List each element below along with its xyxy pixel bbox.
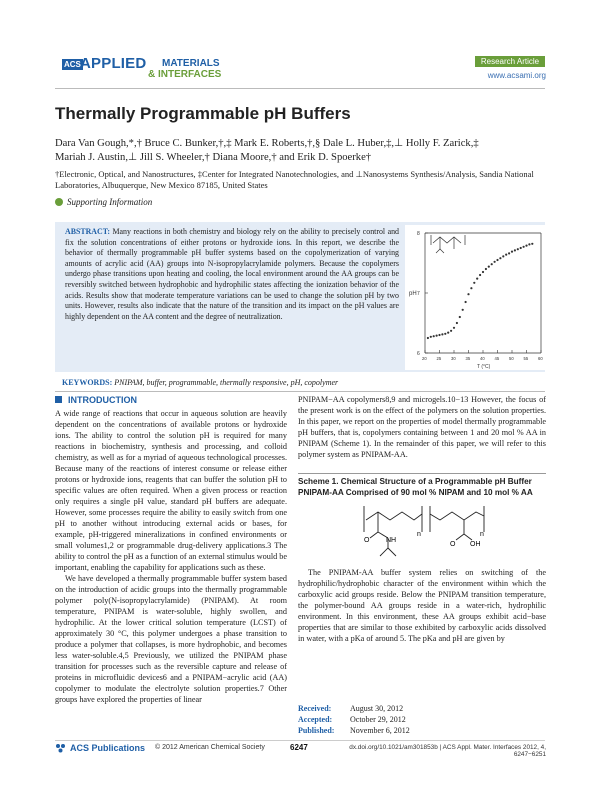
- y-axis-label: pH: [409, 291, 417, 297]
- data-point: [528, 243, 530, 245]
- x-tick-label: 30: [451, 356, 456, 361]
- data-point: [459, 316, 461, 318]
- data-point: [496, 259, 498, 261]
- data-point: [456, 322, 458, 324]
- supporting-information-link[interactable]: [55, 197, 152, 207]
- copyright: © 2012 American Chemical Society: [155, 744, 265, 751]
- abstract-body: Many reactions in both chemistry and biology rely on the ability to precisely control and fix the solution concentrations of either protons or hydroxide ions. In this report, we describe the behavior of thermally programmable pH buffer systems based on the copolymerization of varying amounts of acrylic acid (AA) groups into N-isopropylacrylamide polymers. Because the copolymers undergo phase transitions upon heating and cooling, the local environment around the AA groups can be reversibly switched between hydrophobic and hydrophilic states affecting the ionization behavior of the acids. Results show that moderate temperature variations can be used to change the solution pH by two units. However, results also indicate that the nature of the transition and its impact on the pH values are highly dependent on the AA content and the degree of neutralization.: [65, 227, 399, 321]
- acs-dots-icon: [55, 743, 67, 753]
- data-point: [508, 252, 510, 254]
- journal-acs: ACS: [64, 60, 81, 69]
- header-divider: [55, 88, 545, 89]
- scheme-chemical-structure: [360, 502, 490, 564]
- data-point: [517, 248, 519, 250]
- data-point: [502, 255, 504, 257]
- abstract-label: ABSTRACT:: [65, 227, 111, 236]
- date-value: November 6, 2012: [350, 726, 410, 735]
- data-point: [433, 335, 435, 337]
- data-point: [476, 278, 478, 280]
- data-point: [473, 282, 475, 284]
- nh-label: NH: [386, 537, 397, 544]
- journal-name-materials: MATERIALS: [162, 58, 220, 69]
- data-point: [465, 301, 467, 303]
- x-axis-label: T (°C): [477, 364, 491, 370]
- journal-logo: [62, 55, 242, 85]
- data-point: [531, 243, 533, 245]
- data-point: [430, 336, 432, 338]
- footer-divider: [55, 740, 545, 741]
- subscript-n-1: n: [417, 531, 421, 538]
- data-point: [444, 333, 446, 335]
- date-value: October 29, 2012: [350, 715, 406, 724]
- data-point: [520, 247, 522, 249]
- data-point: [453, 327, 455, 329]
- y-tick-label: 8: [417, 231, 420, 237]
- article-dates: [298, 703, 546, 736]
- backbone-2: [430, 512, 484, 520]
- x-tick-label: 55: [523, 356, 529, 361]
- data-point: [479, 274, 481, 276]
- keywords-label: KEYWORDS:: [62, 378, 113, 387]
- date-label: Received:: [298, 704, 332, 713]
- keywords: [62, 378, 547, 387]
- date-value: August 30, 2012: [350, 704, 404, 713]
- acid-group: [456, 520, 472, 540]
- data-point: [488, 266, 490, 268]
- data-point: [462, 309, 464, 311]
- oxygen-label-1: O: [364, 537, 370, 544]
- data-point: [436, 335, 438, 337]
- scheme-caption: Scheme 1. Chemical Structure of a Programmable pH Buffer PNIPAM-AA Comprised of 90 mol % NIPAM and 10 mol % AA: [298, 477, 533, 497]
- article-type-badge: Research Article: [475, 56, 545, 67]
- y-tick-label: 6: [417, 351, 420, 357]
- oh-label: OH: [470, 541, 481, 548]
- data-point: [523, 246, 525, 248]
- data-point: [511, 251, 513, 253]
- x-tick-label: 20: [422, 356, 427, 361]
- keywords-list: PNIPAM, buffer, programmable, thermally responsive, pH, copolymer: [114, 378, 339, 387]
- journal-url[interactable]: www.acsami.org: [487, 71, 546, 80]
- abstract: [65, 227, 399, 322]
- authors-line-1: Dara Van Gough,*,† Bruce C. Bunker,†,‡ Mark E. Roberts,†,§ Dale L. Huber,‡,⊥ Holly F. Zarick,‡: [55, 138, 479, 149]
- data-point: [494, 261, 496, 263]
- x-tick-label: 60: [538, 356, 543, 361]
- subscript-n-2: n: [480, 531, 484, 538]
- page-number: 6247: [290, 743, 308, 752]
- data-point: [467, 293, 469, 295]
- authors: [55, 137, 555, 165]
- backbone-1: [366, 512, 422, 520]
- date-row: [298, 703, 546, 714]
- journal-name-applied: APPLIED: [80, 55, 147, 72]
- journal-name-interfaces: & INTERFACES: [148, 69, 222, 80]
- acs-publications-logo[interactable]: [55, 743, 145, 753]
- introduction-heading: [55, 395, 137, 405]
- date-row: [298, 725, 546, 736]
- doi-citation[interactable]: dx.doi.org/10.1021/am301853b | ACS Appl. Mater. Interfaces 2012, 4, 6247−6251: [349, 744, 546, 758]
- affiliation: †Electronic, Optical, and Nanostructures, ‡Center for Integrated Nanotechnologies, and ⊥Nanosystems Synthesis/Analysis, Sandia National Laboratories, Albuquerque, New Mexico 87185, United States: [55, 169, 534, 190]
- authors-line-2: Mariah J. Austin,⊥ Jill S. Wheeler,† Diana Moore,† and Erik D. Spoerke†: [55, 152, 372, 163]
- x-tick-label: 45: [494, 356, 500, 361]
- intro-paragraph-2: We have developed a thermally programmable buffer system based on the introduction of acidic groups into the thermally programmable polymer poly(N-isopropylacrylamide) (PNIPAM). At room temperature, PNIPAM is water-soluble, highly swollen, and hydrophilic. At the lower critical solution temperature (LCST) of approximately 30 °C, this polymer undergoes a phase transition to produce a polymer that collapses, is more hydrophobic, and becomes less water-soluble.4,5 Previously, we utilized the PNIPAM phase transition for processes such as the reversible capture and release of proteins in microfluidic devices6 and a PNIPAM−acrylic acid (AA) copolymer to modulate the electrolyte solution properties.7 Other groups have explored the properties of linear: [55, 574, 287, 704]
- x-tick-label: 50: [509, 356, 514, 361]
- keywords-divider: [55, 391, 545, 392]
- introduction-heading-text: INTRODUCTION: [68, 395, 137, 405]
- date-label: Accepted:: [298, 715, 333, 724]
- intro-paragraph-3: PNIPAM−AA copolymers8,9 and microgels.10−13 However, the focus of the present work is on the effect of the polymers on the solution properties. In this paper, we report on the properties of model thermally programmable pH buffers, that is, copolymers containing between 1 and 20 mol % AA in PNIPAM (Scheme 1). In the remainder of this paper, we will refer to this polymer system as PNIPAM-AA.: [298, 395, 546, 459]
- supporting-info-icon: [55, 198, 63, 206]
- data-point: [447, 332, 449, 334]
- x-tick-label: 40: [480, 356, 485, 361]
- ph-vs-temperature-chart: [405, 225, 545, 370]
- scheme-divider: [298, 473, 546, 474]
- section-square-icon: [55, 396, 62, 403]
- intro-paragraph-4: The PNIPAM-AA buffer system relies on switching of the hydrophilic/hydrophobic character of the environment within which the carboxylic acid groups reside. Below the PNIPAM transition temperature, the polymer-bound AA groups reside in a water-rich, hydrophilic environment. In this environment, these AA groups exhibit acid−base properties that are similar to those exhibited by carboxylic acids dissolved in water, with a pKa of around 5. The pKa and pH are given by: [298, 568, 546, 643]
- data-point: [525, 245, 527, 247]
- x-tick-label: 35: [465, 356, 471, 361]
- data-point: [514, 249, 516, 251]
- introduction-right-column-2: [298, 567, 546, 644]
- intro-paragraph-1: A wide range of reactions that occur in aqueous solution are heavily dependent on the concentrations of available protons or hydroxide ions. The ability to control the solution pH is required for many reactions in biochemistry, synthesis and processing, and colloid chemistry, as well as for a myriad of aqueous technological processes. Because many of the reactions of interest consume or release either protons or hydroxide ions, reagents that can buffer the solution pH to specific values are often required. When a given process or reaction only requires a single pH value, standard pH buffers are adequate. However, some processes require the ability to easily switch from one pH to another without introducing external acids or bases, for example, pH-triggered mineralizations in confined environments or small volumes1,2 or programmable drug-delivery applications.3 The ability to control the pH as a function of an external stimulus would be important, enabling the capability for applications such as these.: [55, 409, 287, 572]
- y-tick-label: 7: [417, 291, 420, 297]
- date-row: [298, 714, 546, 725]
- data-point: [491, 263, 493, 265]
- publisher-name: ACS Publications: [70, 743, 146, 753]
- introduction-right-column: [298, 394, 546, 460]
- data-point: [499, 257, 501, 259]
- data-point: [482, 271, 484, 273]
- data-point: [470, 287, 472, 289]
- page-title: Thermally Programmable pH Buffers: [55, 104, 351, 123]
- date-label: Published:: [298, 726, 335, 735]
- supporting-info-label: Supporting Information: [67, 197, 153, 207]
- data-point: [438, 334, 440, 336]
- introduction-left-column: [55, 408, 287, 705]
- data-point: [450, 330, 452, 332]
- oxygen-label-2: O: [450, 541, 456, 548]
- data-point: [441, 333, 443, 335]
- data-point: [485, 268, 487, 270]
- x-tick-label: 25: [436, 356, 442, 361]
- data-point: [505, 254, 507, 256]
- data-point: [427, 337, 429, 339]
